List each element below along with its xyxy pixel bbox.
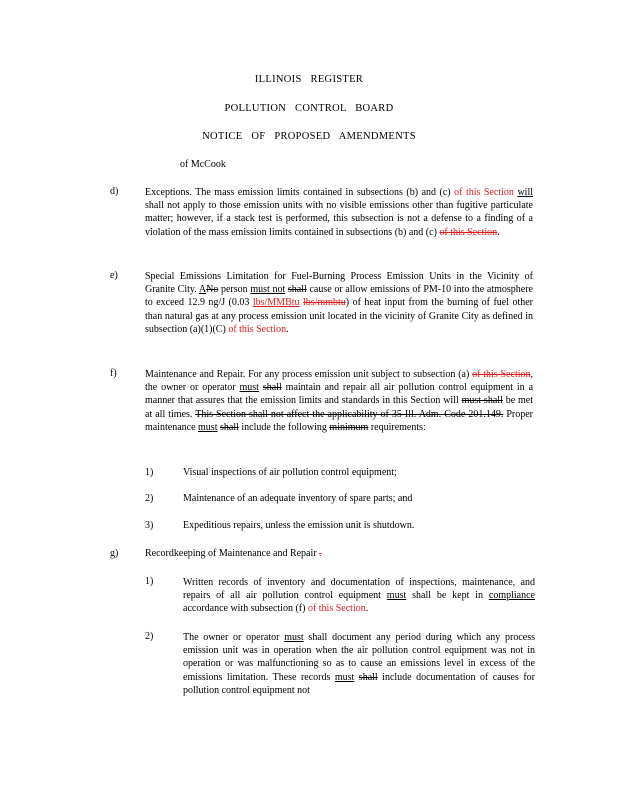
register-title: ILLINOIS REGISTER bbox=[254, 74, 364, 85]
item-2-label: 2) bbox=[145, 631, 154, 642]
subsection-g-title: Recordkeeping of Maintenance and Repair . bbox=[145, 548, 322, 559]
notice-title: NOTICE OF PROPOSED AMENDMENTS bbox=[202, 131, 416, 142]
subsection-f-text: Maintenance and Repair. For any process emission unit subject to subsection (a) of this Section, the owner or operator must shall maintain and repair all air pollution control equipment in a manner that assures that the emission limits and standards in this Section will must shall be met at all times. This Section shall not affect the applicability of 35 Ill. Adm. Code 201.149. Proper maintenance must shall include the following minimum requirements: bbox=[145, 369, 534, 433]
subsection-e-text: Special Emissions Limitation for Fuel-Burning Process Emission Units in the Vicinity of Granite City. ANo person must not shall cause or allow emissions of PM-10 into the atmosphere to exceed 12.9 ng/J (0.03 lbs/MMBtu lbs/mmbtu) of heat input from the burning of fuel other than natural gas at any process emission unit located in the vicinity of Granite City as defined in subsection (a)(1)(C) of this Section. bbox=[145, 271, 534, 335]
list-item: 2) Maintenance of an adequate inventory of spare parts; and bbox=[145, 493, 413, 504]
intro-text: of McCook bbox=[180, 159, 226, 170]
item-1-label: 1) bbox=[145, 576, 154, 587]
list-item: 3) Expeditious repairs, unless the emission unit is shutdown. bbox=[145, 520, 415, 531]
subsection-g-label: g) bbox=[110, 548, 119, 559]
red-strike: of this Section bbox=[439, 226, 498, 238]
subsection-d-label: d) bbox=[110, 186, 119, 197]
underline-insert: will bbox=[517, 187, 533, 198]
subsection-d-text: Exceptions. The mass emission limits contained in subsections (b) and (c) of this Section will shall not apply to those emission units with no visible emissions other than fugitive particulate matter; however, if a stack test is performed, this subsection is not a defense to a finding of a violation of the mass emission limits contained in subsections (b) and (c) of this Section. bbox=[145, 187, 533, 238]
red-insert: of this Section bbox=[454, 187, 518, 198]
recordkeeping-item-1: Written records of inventory and documentation of inspections, maintenance, and repairs of all air pollution control equipment must shall be kept in compliance accordance with subsection (f) of this Section. bbox=[183, 577, 535, 615]
subsection-f-label: f) bbox=[110, 368, 117, 379]
list-item: 1) Visual inspections of air pollution control equipment; bbox=[145, 467, 397, 478]
recordkeeping-item-2: The owner or operator must shall document any period during which any process emission unit was in operation when the air pollution control equipment was not in operation or was malfunctioning so as to cause an emissions level in excess of the emissions limitation. These records must shall include documentation of causes for pollution control equipment not bbox=[183, 632, 536, 696]
subsection-e-label: e) bbox=[110, 270, 118, 281]
board-title: POLLUTION CONTROL BOARD bbox=[224, 103, 394, 114]
